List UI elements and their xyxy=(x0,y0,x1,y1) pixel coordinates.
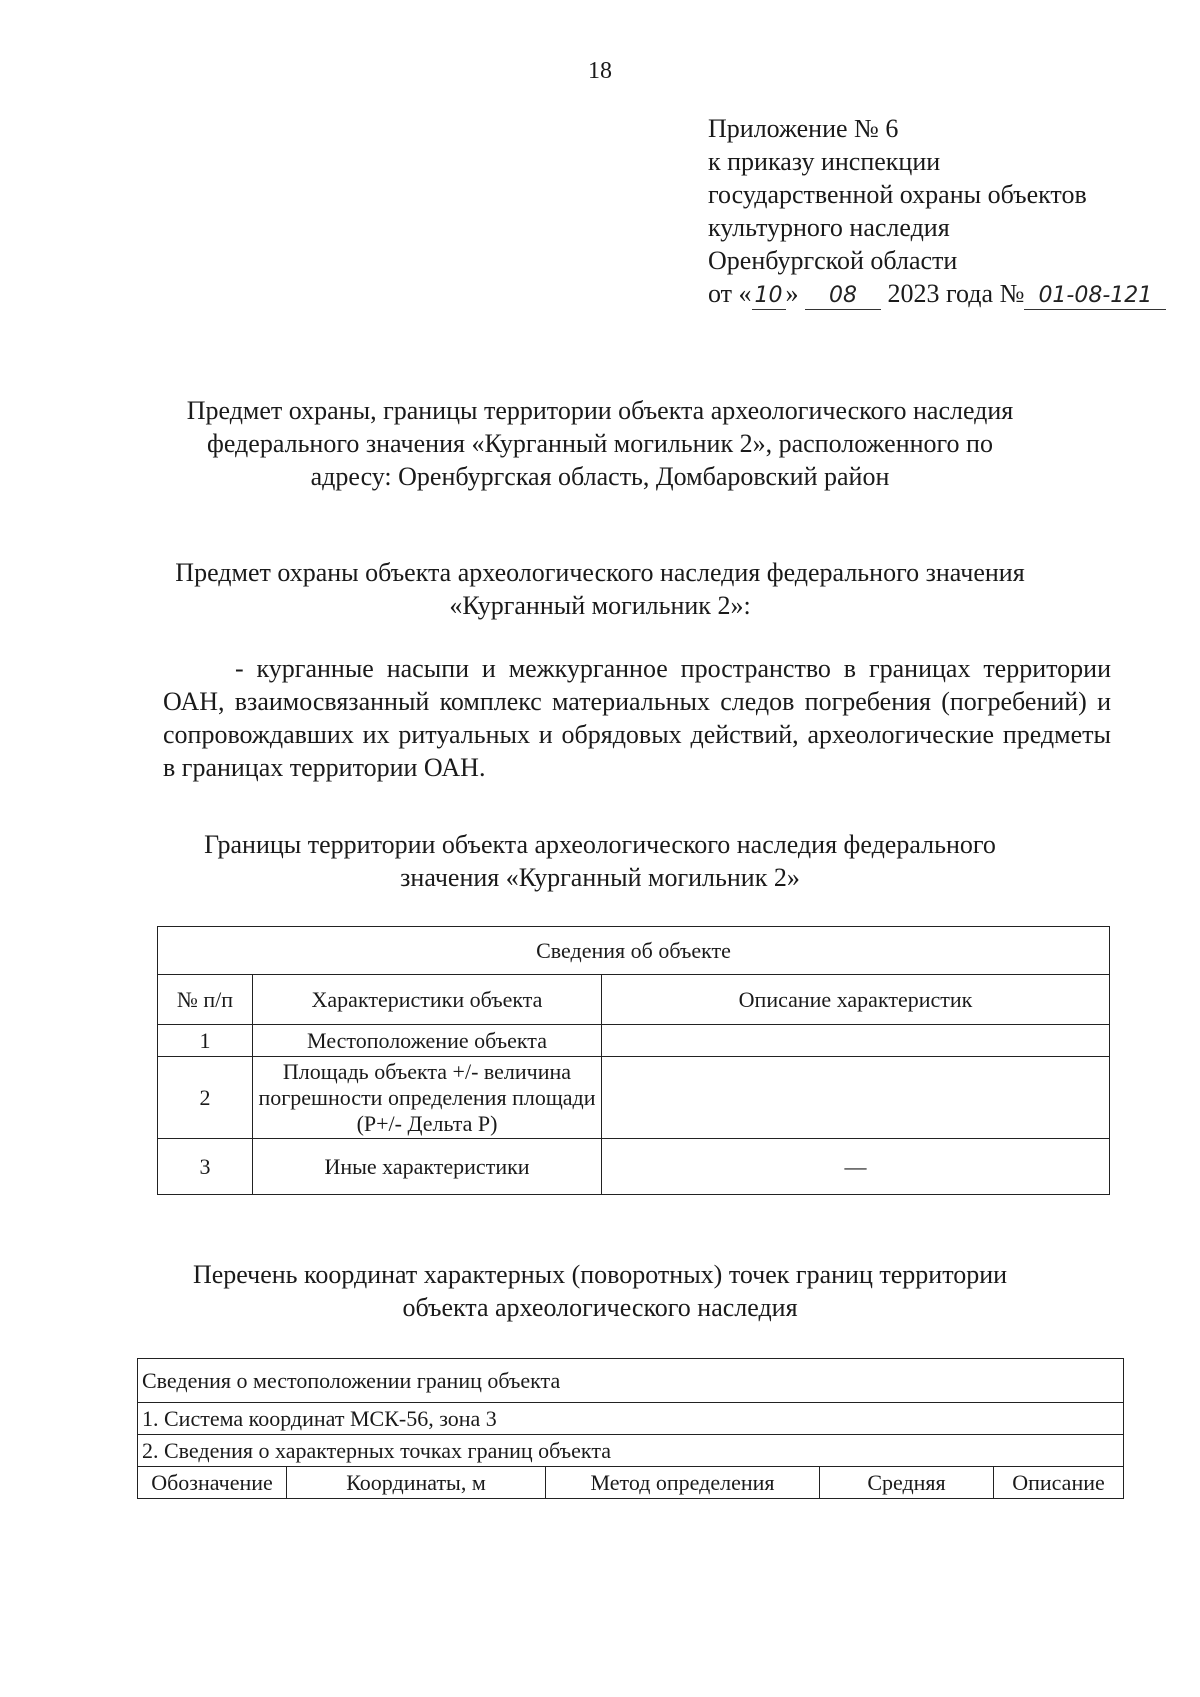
row-description: — xyxy=(602,1139,1110,1195)
main-title xyxy=(150,394,1050,493)
table-row xyxy=(158,1139,1110,1195)
page-number: 18 xyxy=(588,58,612,84)
order-date-line xyxy=(708,277,1166,310)
row-name: Местоположение объекта xyxy=(253,1025,602,1057)
subject-text: - курганные насыпи и межкурганное пространство в границах территории ОАН, взаимосвязанный комплекс материальных следов погребения (погребений) и сопровождавших их ритуальных и обрядовых действий, археологические предметы в границах территории ОАН. xyxy=(163,654,1111,782)
column-header: Координаты, м xyxy=(287,1467,546,1499)
points-info-row: 2. Сведения о характерных точках границ объекта xyxy=(138,1435,1124,1467)
year-text: 2023 года № xyxy=(887,279,1025,308)
appendix-line: Приложение № 6 xyxy=(708,114,899,143)
column-header: Описание характеристик xyxy=(602,975,1110,1025)
table-caption: Сведения об объекте xyxy=(158,927,1110,975)
coordinates-title xyxy=(150,1258,1050,1324)
appendix-line: к приказу инспекции xyxy=(708,147,941,176)
column-header: Обозначение xyxy=(138,1467,287,1499)
title-line: федерального значения «Курганный могильник 2», расположенного по xyxy=(207,429,993,458)
coordinates-table xyxy=(137,1358,1124,1499)
row-name: Иные характеристики xyxy=(253,1139,602,1195)
appendix-block xyxy=(708,112,1166,310)
date-close: » xyxy=(785,279,799,308)
subject-title xyxy=(150,556,1050,622)
title-line: адресу: Оренбургская область, Домбаровский район xyxy=(310,462,890,491)
row-number: 2 xyxy=(158,1057,253,1139)
handwritten-order-number: 01-08-121 xyxy=(1024,283,1166,310)
handwritten-day: 10 xyxy=(752,283,786,310)
handwritten-month: 08 xyxy=(805,283,881,310)
row-number: 3 xyxy=(158,1139,253,1195)
title-line: «Курганный могильник 2»: xyxy=(449,591,751,620)
row-name: Площадь объекта +/- величина погрешности определения площади (P+/- Дельта P) xyxy=(253,1057,602,1139)
appendix-line: Оренбургской области xyxy=(708,246,958,275)
title-line: значения «Курганный могильник 2» xyxy=(400,863,800,892)
row-number: 1 xyxy=(158,1025,253,1057)
subject-paragraph xyxy=(163,652,1111,784)
title-line: объекта археологического наследия xyxy=(402,1293,798,1322)
column-header: Описание xyxy=(994,1467,1124,1499)
coordinate-system-row: 1. Система координат МСК-56, зона 3 xyxy=(138,1403,1124,1435)
column-header: Средняя xyxy=(820,1467,994,1499)
column-header: Метод определения xyxy=(546,1467,820,1499)
title-line: Предмет охраны объекта археологического наследия федерального значения xyxy=(175,558,1025,587)
boundaries-title xyxy=(150,828,1050,894)
table-row xyxy=(158,1057,1110,1139)
appendix-line: государственной охраны объектов xyxy=(708,180,1087,209)
title-line: Предмет охраны, границы территории объекта археологического наследия xyxy=(186,396,1014,425)
row-description xyxy=(602,1057,1110,1139)
column-header: № п/п xyxy=(158,975,253,1025)
row-description xyxy=(602,1025,1110,1057)
date-prefix: от « xyxy=(708,279,752,308)
table-row xyxy=(158,1025,1110,1057)
title-line: Границы территории объекта археологического наследия федерального xyxy=(204,830,996,859)
appendix-line: культурного наследия xyxy=(708,213,950,242)
location-info-row: Сведения о местоположении границ объекта xyxy=(138,1359,1124,1403)
object-info-table xyxy=(157,926,1110,1195)
column-header: Характеристики объекта xyxy=(253,975,602,1025)
title-line: Перечень координат характерных (поворотных) точек границ территории xyxy=(192,1260,1008,1289)
